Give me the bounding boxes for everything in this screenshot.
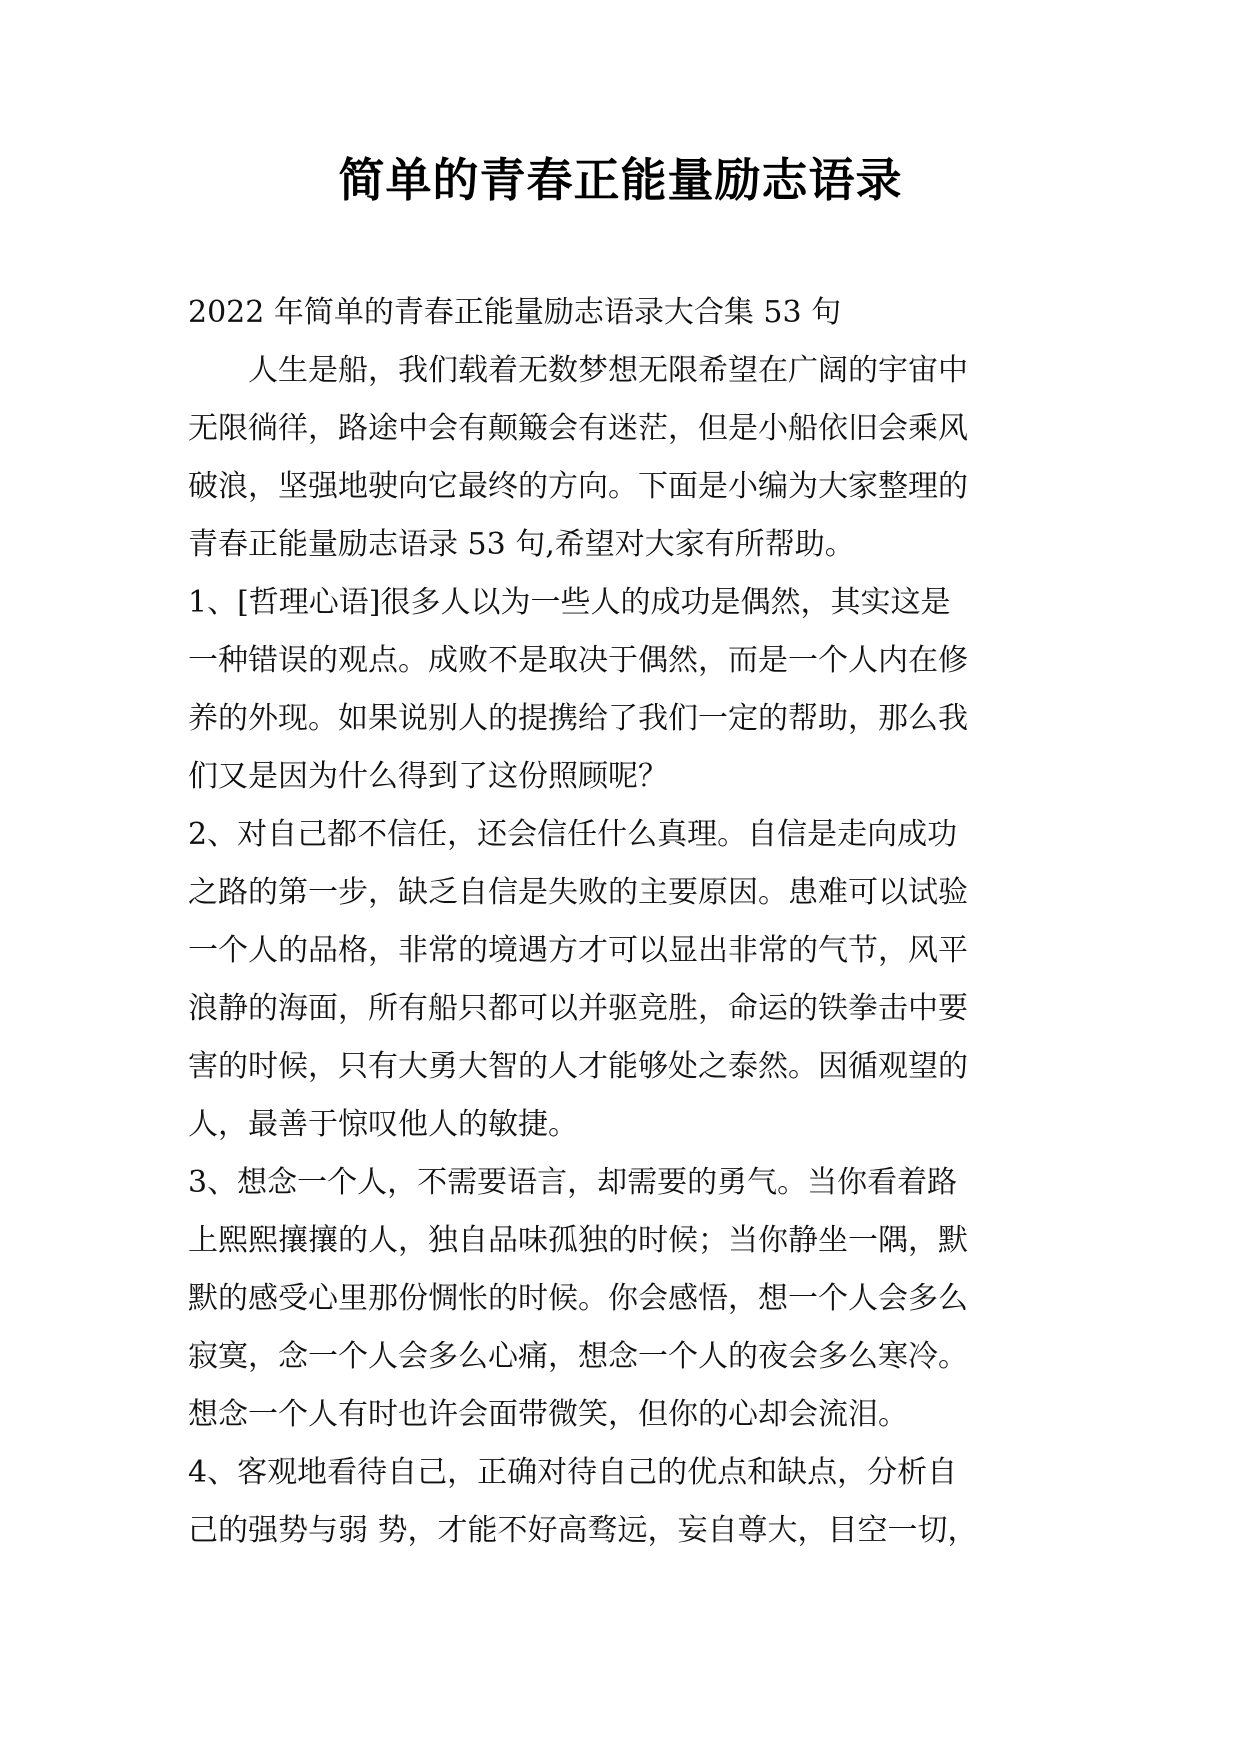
intro-line-1: 人生是船，我们载着无数梦想无限希望在广阔的宇宙中 <box>248 353 968 388</box>
quote-3-line-3: 默的感受心里那份惆怅的时候。你会感悟，想一个人会多么 <box>188 1281 968 1316</box>
quote-3-line-2: 上熙熙攘攘的人，独自品味孤独的时候；当你静坐一隅，默 <box>188 1223 968 1258</box>
quote-2-line-6: 人，最善于惊叹他人的敏捷。 <box>188 1107 578 1142</box>
quote-2-line-2: 之路的第一步，缺乏自信是失败的主要原因。患难可以试验 <box>188 875 968 910</box>
quote-1-line-2: 一种错误的观点。成败不是取决于偶然，而是一个人内在修 <box>188 643 968 678</box>
quote-3-line-5: 想念一个人有时也许会面带微笑，但你的心却会流泪。 <box>188 1397 908 1432</box>
quote-1-line-1: 1、[哲理心语]很多人以为一些人的成功是偶然，其实这是 <box>188 585 951 620</box>
quote-1-line-4: 们又是因为什么得到了这份照顾呢？ <box>188 759 668 794</box>
intro-line-3: 破浪，坚强地驶向它最终的方向。下面是小编为大家整理的 <box>188 469 968 504</box>
quote-2-line-1: 2、对自己都不信任，还会信任什么真理。自信是走向成功 <box>188 817 958 852</box>
document-body <box>188 284 1068 1560</box>
quote-3-line-1: 3、想念一个人，不需要语言，却需要的勇气。当你看着路 <box>188 1165 958 1200</box>
quote-3-line-4: 寂寞，念一个人会多么心痛，想念一个人的夜会多么寒冷。 <box>188 1339 968 1374</box>
quote-4-line-2: 己的强势与弱 势，才能不好高骛远，妄自尊大，目空一切， <box>188 1513 978 1548</box>
subtitle-line: 2022 年简单的青春正能量励志语录大合集 53 句 <box>188 295 842 330</box>
quote-2-line-3: 一个人的品格，非常的境遇方才可以显出非常的气节，风平 <box>188 933 968 968</box>
intro-line-4: 青春正能量励志语录 53 句,希望对大家有所帮助。 <box>188 527 855 562</box>
quote-1-line-3: 养的外现。如果说别人的提携给了我们一定的帮助，那么我 <box>188 701 968 736</box>
document-title: 简单的青春正能量励志语录 <box>338 153 903 207</box>
quote-4-line-1: 4、客观地看待自己，正确对待自己的优点和缺点，分析自 <box>188 1455 958 1490</box>
quote-2-line-4: 浪静的海面，所有船只都可以并驱竞胜，命运的铁拳击中要 <box>188 991 968 1026</box>
quote-2-line-5: 害的时候，只有大勇大智的人才能够处之泰然。因循观望的 <box>188 1049 968 1084</box>
intro-line-2: 无限徜徉，路途中会有颠簸会有迷茫，但是小船依旧会乘风 <box>188 411 968 446</box>
